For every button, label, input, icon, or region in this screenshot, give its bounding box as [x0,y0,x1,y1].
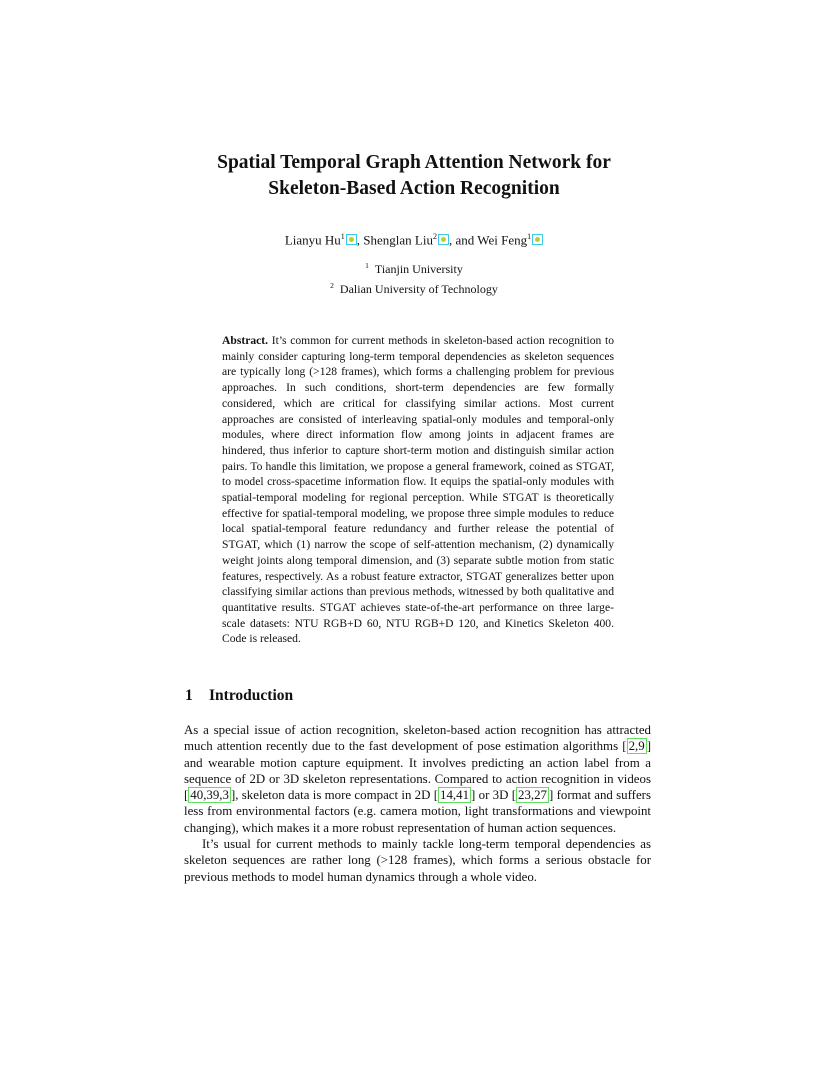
text-run: As a special issue of action recognition, skeleton-based action recognition has attracted much attention recently due to the fast development of pose estimation algorithms [184,723,651,754]
orcid-icon[interactable] [438,234,449,245]
text-run: and wearable motion capture equipment. It involves predicting an action label from a sequence of 2D or 3D skeleton representations. Compared to action recognition in videos [184,755,651,786]
affiliation-name: Tianjin University [374,262,463,276]
author-name: Shenglan Liu [363,232,433,248]
affiliation-number: 2 [330,280,334,290]
abstract-text: It’s common for current methods in skeleton-based action recognition to mainly consider capturing long-term temporal dependencies as skeleton sequences are typically long (>128 frames), which forms a challenging problem for previous approaches. In such conditions, short-term dependencies are few formally considered, which are critical for classifying similar actions. Most current approaches are consisted of interleaving spatial-only modules and temporal-only modules, where direct information flow among joints in adjacent frames are hindered, thus inferior to capture short-term motion and distinguish similar action pairs. To handle this limitation, we propose a general framework, coined as STGAT, to model cross-spacetime information flow. It equips the spatial-only modules with spatial-temporal modeling for regional perception. While STGAT is theoretically effective for spatial-temporal modeling, we propose three simple modules to reduce local spatial-temporal feature redundancy and further release the potential of STGAT, which (1) narrow the scope of self-attention mechanism, (2) dynamically weight joints along temporal dimension, and (3) separate subtle motion from static features, respectively. As a robust feature extractor, STGAT generalizes better upon classifying similar actions than previous methods, witnessed by both qualitative and quantitative results. STGAT achieves state-of-the-art performance on three large-scale datasets: NTU RGB+D 60, NTU RGB+D 120, and Kinetics Skeleton 400. Code is released. [222,334,614,646]
author-affil-mark: 2 [432,232,437,241]
section-number: 1 [185,687,193,704]
affiliation-item [250,258,578,278]
citation-link[interactable]: 14,41 [440,788,470,803]
abstract-label: Abstract. [222,334,269,347]
paragraph: It’s usual for current methods to mainly tackle long-term temporal dependencies as skeleton sequences are rather long (>128 frames), which forms a serious obstacle for previous methods to model human dynamics through a whole video. [184,837,651,884]
affiliation-list [250,258,578,297]
author-name: Wei Feng [477,232,528,248]
author-affil-mark: 1 [527,232,532,241]
author-separator: , [356,232,364,248]
affiliation-number: 1 [365,261,369,270]
orcid-icon[interactable] [346,234,357,245]
text-run: format and suffers less from environmental factors (e.g. camera motion, light transformations and viewpoint changing), which makes it a more robust representation of human action sequences. [184,788,651,835]
author-separator: , and [448,232,478,248]
section-heading [185,686,293,706]
section-body [184,722,651,885]
affiliation-item [250,278,578,298]
citation-link[interactable]: 2,9 [628,739,645,754]
author-list [150,228,678,249]
paragraph: As a special issue of action recognition, skeleton-based action recognition has attracted much attention recently due to the fast development of pose estimation algorithms [ 2,9 ] and wearable motion capture equipment. It involves predicting an action label from a sequence of 2D or 3D skeleton representations. Compared to action recognition in videos [ 40,39,3 ], skeleton data is more compact in 2D [ 14,41 ] or 3D [ 23,27 ] format and suffers less from environmental factors (e.g. camera motion, light transformations and viewpoint changing), which makes it a more robust representation of human action sequences. [184,723,651,835]
orcid-icon[interactable] [532,234,543,245]
affiliation-name: Dalian University of Technology [339,281,498,296]
author-name: Lianyu Hu [284,232,341,248]
text-run: or 3D [475,788,512,803]
citation-link[interactable]: 23,27 [518,788,548,803]
paper-title [150,150,678,202]
title-line-1: Spatial Temporal Graph Attention Network for [217,152,611,173]
abstract [222,333,614,647]
section-title: Introduction [209,687,294,704]
citation-link[interactable]: 40,39,3 [190,788,229,803]
text-run: , skeleton data is more compact in 2D [235,788,434,803]
title-line-2: Skeleton-Based Action Recognition [268,178,560,199]
author-affil-mark: 1 [340,232,345,241]
